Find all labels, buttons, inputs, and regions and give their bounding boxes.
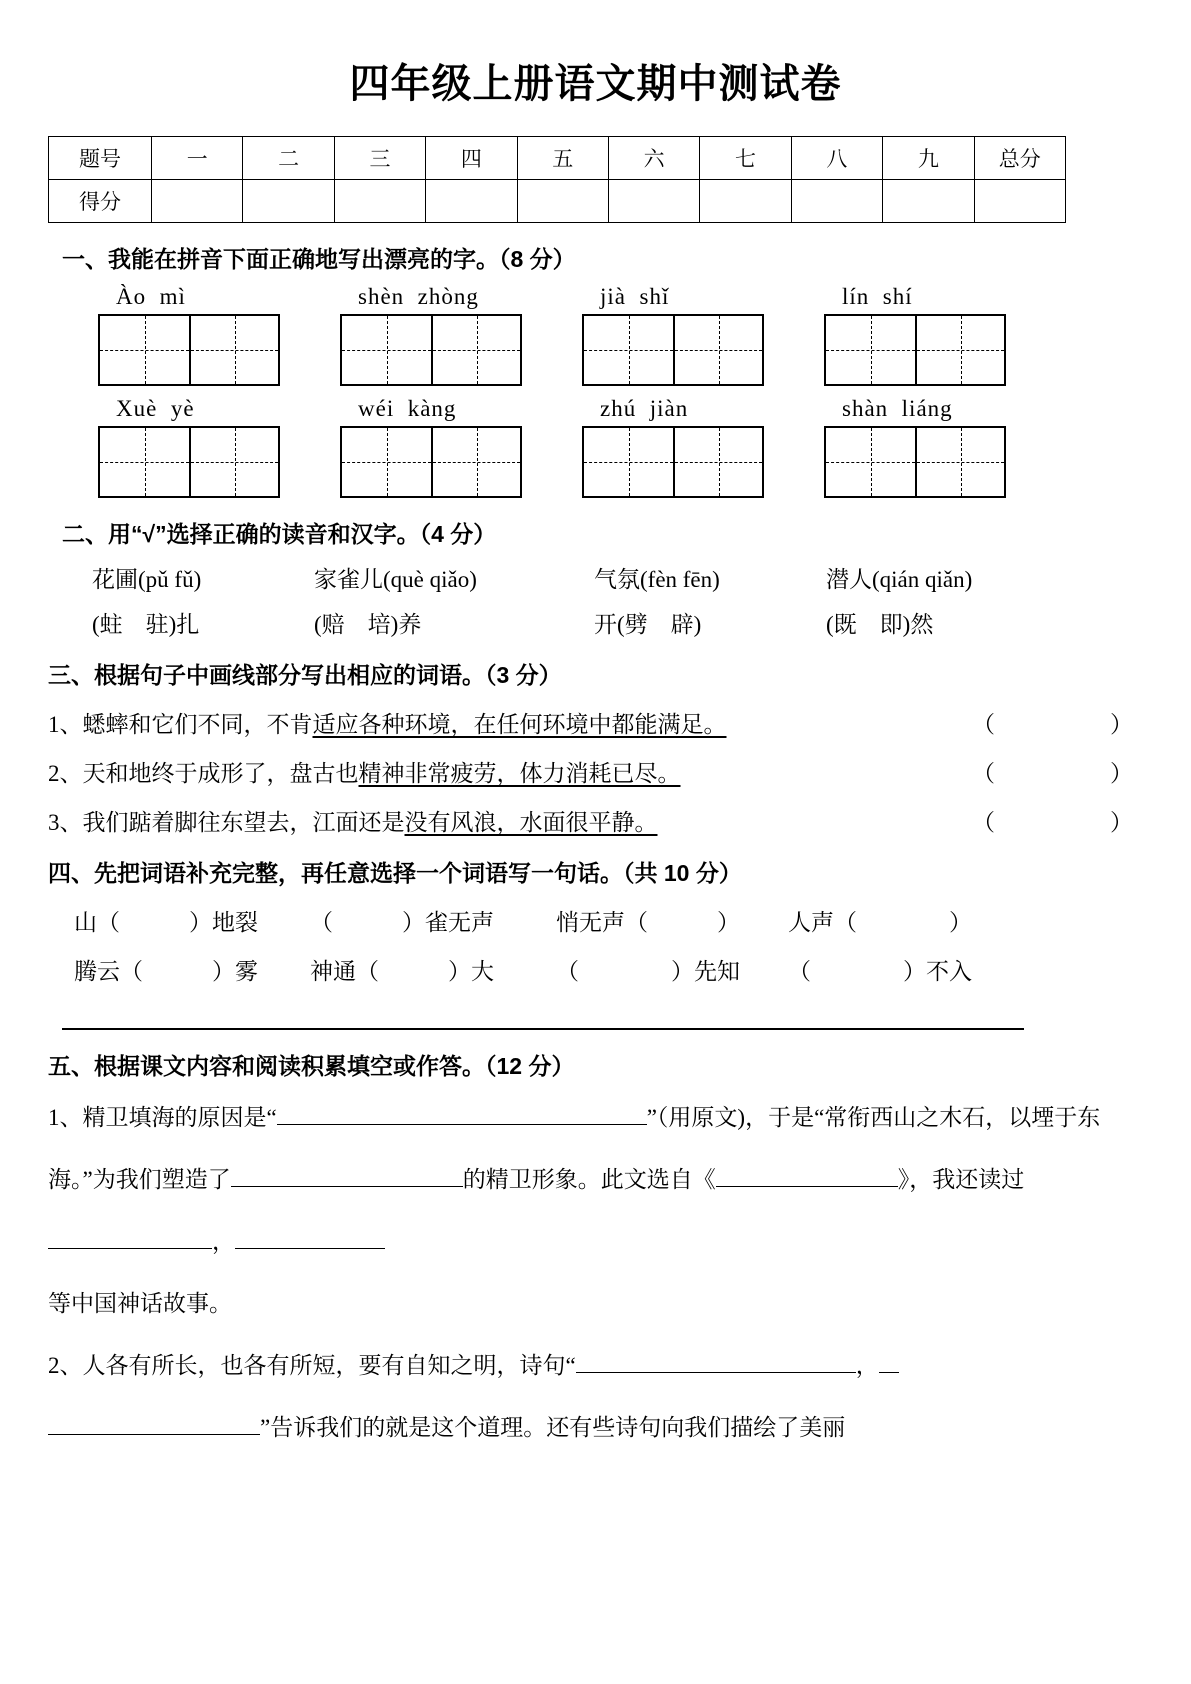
answer-blank[interactable]: [576, 1346, 856, 1373]
q2-text-2: ，: [855, 1353, 879, 1378]
choice-item-pi-pi[interactable]: 开(劈 辟): [594, 612, 702, 637]
grid-cell[interactable]: [673, 428, 762, 496]
section-three-item-3: [48, 804, 1143, 837]
q1-text-6: 》，我还读过: [897, 1167, 1025, 1192]
score-table-col-5: 五: [517, 137, 608, 180]
item-text-underlined: 没有风浪，水面很平静。: [404, 810, 658, 835]
score-cell-8[interactable]: [791, 180, 882, 223]
grid-cell[interactable]: [431, 428, 520, 496]
grid-cell[interactable]: [431, 316, 520, 384]
choice-item-qian-qian[interactable]: 潜人(qián qiǎn): [826, 567, 973, 592]
q1-text-1: 精卫填海的原因是“: [82, 1105, 277, 1130]
answer-blank[interactable]: [48, 1222, 212, 1249]
q2-text-3: ”告诉我们的就是这个道理。还有些诗句向我们描绘了美丽: [260, 1415, 846, 1440]
pinyin-label-3: jià shǐ: [600, 284, 670, 309]
score-cell-6[interactable]: [608, 180, 699, 223]
answer-parenthesis[interactable]: （ ）: [972, 761, 1133, 786]
choice-item-ji-ji[interactable]: (既 即)然: [826, 612, 934, 637]
answer-blank[interactable]: [716, 1160, 898, 1187]
section-four-heading: 四、先把词语补充完整，再任意选择一个词语写一句话。（共 10 分）: [48, 860, 742, 886]
score-table-col-2: 二: [243, 137, 334, 180]
idiom-teng-yun-wu[interactable]: 腾云（ ）雾: [74, 959, 258, 984]
q1-text-3: “常衔西山之木石，以堙于东海。”为我们塑造了: [48, 1105, 1101, 1192]
score-cell-total[interactable]: [974, 180, 1065, 223]
section-four-row-2: [48, 953, 1143, 986]
pinyin-item-1: [98, 284, 340, 386]
idiom-que-wu-sheng[interactable]: （ ）雀无声: [310, 910, 494, 935]
q1-text-2: ”（用原文)，于是: [646, 1105, 815, 1130]
answer-blank[interactable]: [48, 1408, 260, 1435]
q2-text-1: 人各有所长，也各有所短，要有自知之明，诗句“: [82, 1353, 576, 1378]
idiom-qiao-wu-sheng[interactable]: 悄无声（ ）: [556, 910, 740, 935]
section-three-heading: 三、根据句子中画线部分写出相应的词语。（3 分）: [48, 662, 562, 688]
choice-item-que-qiao[interactable]: 家雀儿(què qiǎo): [314, 567, 477, 592]
section-two-row-1: [48, 561, 1143, 594]
grid-cell[interactable]: [915, 316, 1004, 384]
writing-grid-2[interactable]: [340, 314, 522, 386]
idiom-shan-di-lie[interactable]: 山（ ）地裂: [74, 910, 258, 935]
grid-cell[interactable]: [342, 428, 431, 496]
score-table-col-4: 四: [426, 137, 517, 180]
pinyin-item-7: [582, 396, 824, 498]
idiom-bu-ru[interactable]: （ ）不入: [788, 959, 972, 984]
section-five-heading: 五、根据课文内容和阅读积累填空或作答。（12 分）: [48, 1053, 575, 1079]
grid-cell[interactable]: [189, 316, 278, 384]
pinyin-item-8: [824, 396, 1066, 498]
section-one-row-1: [48, 284, 1143, 386]
score-cell-1[interactable]: [152, 180, 243, 223]
score-cell-2[interactable]: [243, 180, 334, 223]
grid-cell[interactable]: [584, 316, 673, 384]
item-number: 3、: [48, 810, 83, 835]
section-three-item-1: [48, 706, 1143, 739]
score-table-col-3: 三: [334, 137, 425, 180]
score-table-col-6: 六: [608, 137, 699, 180]
q1-text-4: 的精卫形: [462, 1167, 555, 1192]
grid-cell[interactable]: [584, 428, 673, 496]
pinyin-item-2: [340, 284, 582, 386]
idiom-xian-zhi[interactable]: （ ）先知: [556, 959, 740, 984]
pinyin-label-2: shèn zhòng: [358, 284, 479, 309]
section-five-item-2: [48, 1335, 1143, 1459]
item-text-plain: 天和地终于成形了，盘古也: [82, 761, 359, 786]
writing-grid-7[interactable]: [582, 426, 764, 498]
score-table-wrapper: [48, 136, 1143, 223]
score-table-label-question: 题号: [49, 137, 152, 180]
score-cell-9[interactable]: [883, 180, 974, 223]
pinyin-label-8: shàn liáng: [842, 396, 953, 421]
item-text-plain: 我们踮着脚往东望去，江面还是: [82, 810, 405, 835]
score-cell-5[interactable]: [517, 180, 608, 223]
grid-cell[interactable]: [826, 428, 915, 496]
answer-blank[interactable]: [277, 1098, 647, 1125]
q1-text-5: 象。此文选自《: [554, 1167, 716, 1192]
pinyin-label-5: Xuè yè: [116, 396, 195, 421]
sentence-writing-line[interactable]: [62, 1028, 1024, 1030]
score-cell-4[interactable]: [426, 180, 517, 223]
section-one-heading: 一、我能在拼音下面正确地写出漂亮的字。（8 分）: [62, 246, 576, 272]
answer-blank[interactable]: [879, 1346, 899, 1373]
idiom-ren-sheng[interactable]: 人声（ ）: [788, 910, 972, 935]
item-text-plain: 蟋蟀和它们不同，不肯: [82, 712, 313, 737]
section-two-heading: 二、用“√”选择正确的读音和汉字。（4 分）: [62, 521, 497, 547]
score-table-col-8: 八: [791, 137, 882, 180]
score-table-col-1: 一: [152, 137, 243, 180]
pinyin-label-7: zhú jiàn: [600, 396, 689, 421]
grid-cell[interactable]: [100, 428, 189, 496]
pinyin-label-6: wéi kàng: [358, 396, 457, 421]
item-number: 2、: [48, 1353, 83, 1378]
writing-grid-3[interactable]: [582, 314, 764, 386]
grid-cell[interactable]: [673, 316, 762, 384]
table-row-scores: [49, 180, 1066, 223]
section-three-item-2: [48, 755, 1143, 788]
section-two-row-2: [48, 606, 1143, 639]
section-one-row-2: [48, 396, 1143, 498]
score-table-col-total: 总分: [974, 137, 1065, 180]
idiom-shen-tong-da[interactable]: 神通（ ）大: [310, 959, 494, 984]
writing-grid-5[interactable]: [98, 426, 280, 498]
score-table-col-7: 七: [700, 137, 791, 180]
choice-item-pu-fu[interactable]: 花圃(pǔ fǔ): [92, 567, 202, 592]
section-four-row-1: [48, 904, 1143, 937]
section-five-item-1: [48, 1087, 1143, 1335]
pinyin-label-4: lín shí: [842, 284, 913, 309]
table-row-question-numbers: [49, 137, 1066, 180]
choice-item-fen-fen[interactable]: 气氛(fèn fēn): [594, 567, 720, 592]
q1-text-8: 等中国神话故事。: [48, 1291, 232, 1316]
item-text-underlined: 适应各种环境，在任何环境中都能满足。: [312, 712, 727, 737]
choice-item-pei-pei[interactable]: (赔 培)养: [314, 612, 422, 637]
writing-grid-1[interactable]: [98, 314, 280, 386]
item-number: 1、: [48, 1105, 83, 1130]
pinyin-item-3: [582, 284, 824, 386]
pinyin-item-6: [340, 396, 582, 498]
pinyin-label-1: Ào mì: [116, 284, 186, 309]
score-table-col-9: 九: [883, 137, 974, 180]
writing-grid-8[interactable]: [824, 426, 1006, 498]
score-table-label-score: 得分: [49, 180, 152, 223]
answer-parenthesis[interactable]: （ ）: [972, 712, 1133, 737]
answer-blank[interactable]: [235, 1222, 385, 1249]
answer-blank[interactable]: [231, 1160, 463, 1187]
score-cell-3[interactable]: [334, 180, 425, 223]
score-table: [48, 136, 1066, 223]
item-number: 2、: [48, 761, 83, 786]
answer-parenthesis[interactable]: （ ）: [972, 810, 1133, 835]
writing-grid-6[interactable]: [340, 426, 522, 498]
grid-cell[interactable]: [100, 316, 189, 384]
page-title: 四年级上册语文期中测试卷: [349, 62, 842, 106]
grid-cell[interactable]: [189, 428, 278, 496]
item-text-underlined: 精神非常疲劳，体力消耗已尽。: [358, 761, 681, 786]
writing-grid-4[interactable]: [824, 314, 1006, 386]
score-cell-7[interactable]: [700, 180, 791, 223]
grid-cell[interactable]: [915, 428, 1004, 496]
choice-item-zhu-zhu[interactable]: (蛀 驻)扎: [92, 612, 200, 637]
grid-cell[interactable]: [826, 316, 915, 384]
grid-cell[interactable]: [342, 316, 431, 384]
q1-text-7: ，: [212, 1229, 235, 1254]
pinyin-item-5: [98, 396, 340, 498]
pinyin-item-4: [824, 284, 1066, 386]
item-number: 1、: [48, 712, 83, 737]
